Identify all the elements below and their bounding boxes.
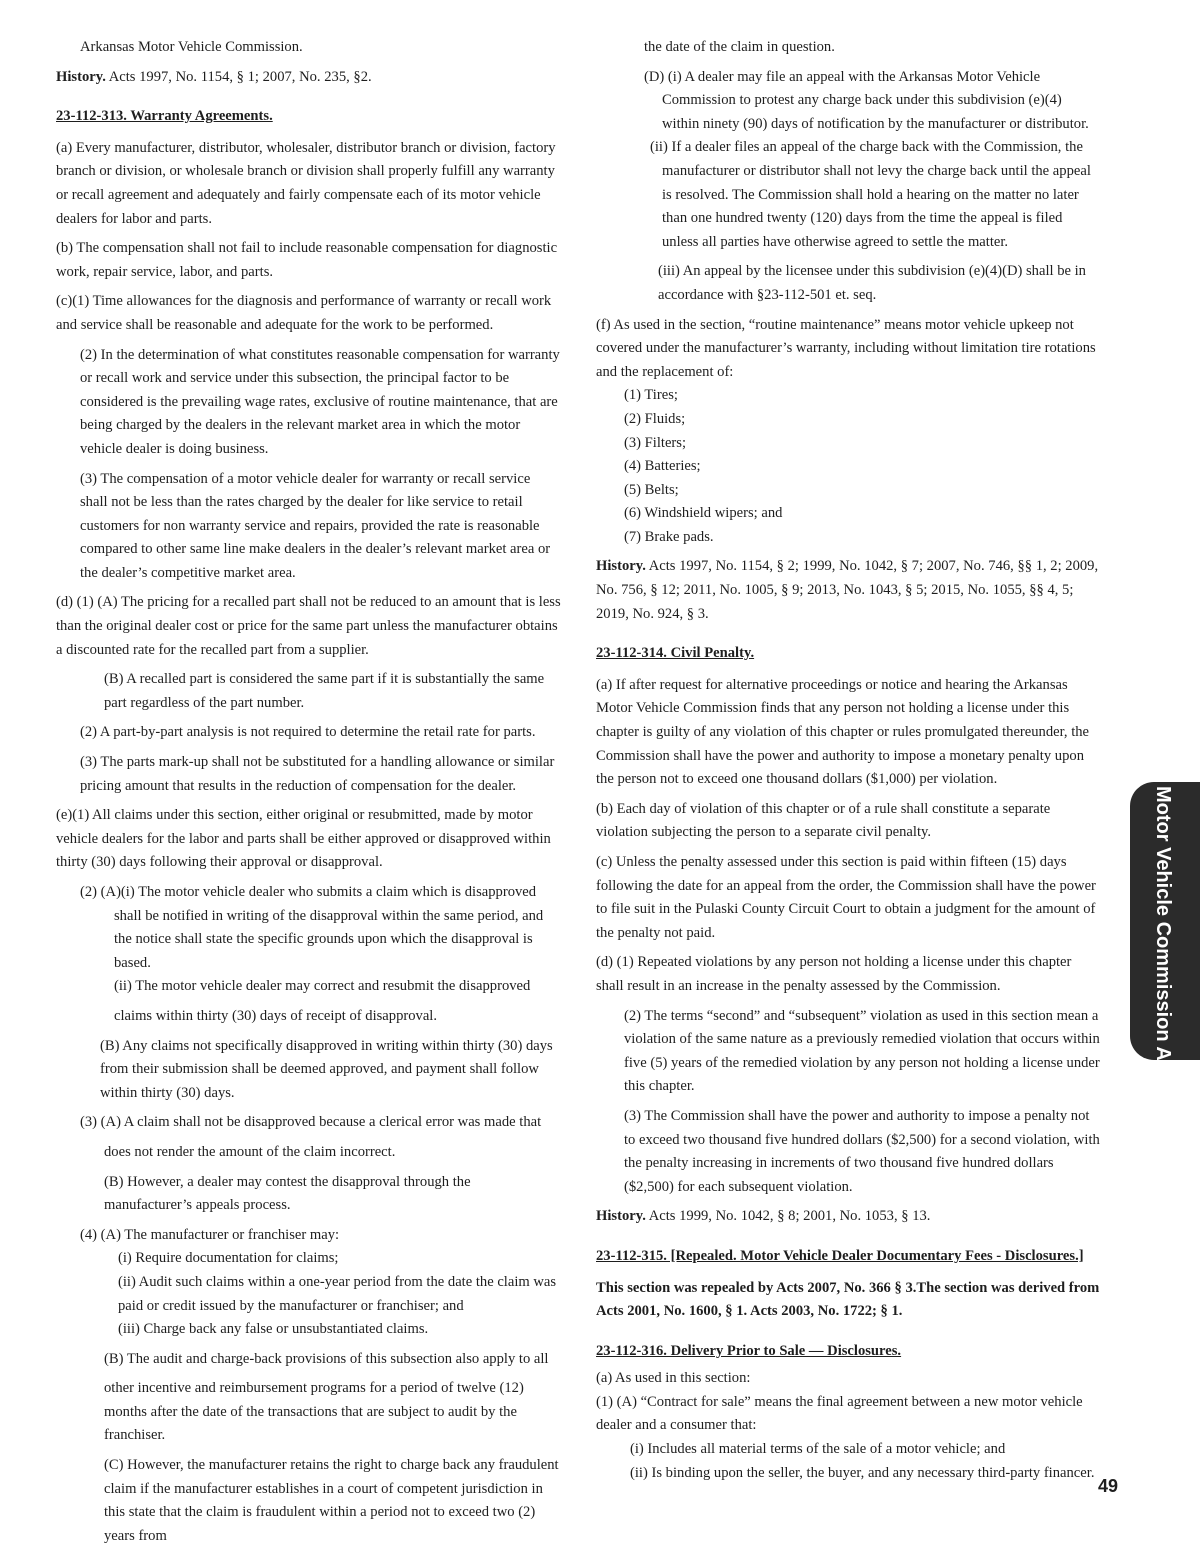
paragraph-313-e4d-ii: (ii) If a dealer files an appeal of the charge back with the Commission, the manufacturer or distributor shall not levy the charge back until the appeal is resolved. The Commission shall hold a hearing on the matter no later than one hundred twenty (120) days from the time the appeal is filed unless all parties have otherwise agreed to settle the matter. <box>650 139 1091 250</box>
list-item: (5) Belts; <box>624 481 679 498</box>
routine-maintenance-list <box>596 384 1101 549</box>
list-item: (4) Batteries; <box>624 458 701 475</box>
paragraph-314-d2: (2) The terms “second” and “subsequent” violation as used in this section mean a violation of the same nature as a previously remedied violation that occurs within five (5) years of the remedied violation by any person not holding a license under this chapter. <box>624 1007 1100 1095</box>
paragraph-313-c1: (c)(1) Time allowances for the diagnosis and performance of warranty or recall work and service shall be reasonable and adequate for the work to be performed. <box>56 293 552 333</box>
history-label: History. <box>596 1208 646 1225</box>
paragraph-314-d3: (3) The Commission shall have the power and authority to impose a penalty not to exceed two thousand five hundred dollars ($2,500) for a second violation, with the penalty increasing in increments of two thousand five hundred dollars ($2,500) for each subsequent violation. <box>624 1107 1100 1195</box>
paragraph-315-text: This section was repealed by Acts 2007, No. 366 § 3.The section was derived from Acts 2001, No. 1600, § 1. Acts 2003, No. 1722; § 1. <box>596 1279 1100 1320</box>
paragraph-313-e4aiii: (iii) Charge back any false or unsubstantiated claims. <box>118 1321 429 1338</box>
list-item: (3) Filters; <box>624 434 687 451</box>
paragraph-313-a: (a) Every manufacturer, distributor, wholesaler, distributor branch or division, factory branch or division, or wholesale branch or division shall properly fulfill any warranty or recall agreement and adequately and fairly compensate each of its motor vehicle dealers for labor and parts. <box>56 139 556 227</box>
paragraph-313-e4a: (4) (A) The manufacturer or franchiser may: <box>80 1226 340 1243</box>
history-text: Acts 1997, No. 1154, § 2; 1999, No. 1042, § 7; 2007, No. 746, §§ 1, 2; 2009, No. 756, § 12; 2011, No. 1005, § 9; 2013, No. 1043, § 5; 2015, No. 1055, §§ 4, 5; 2019, No. 924, § 3. <box>596 558 1099 622</box>
paragraph-316-a1a: (1) (A) “Contract for sale” means the final agreement between a new motor vehicle dealer and a consumer that: <box>596 1393 1083 1434</box>
history-text: Acts 1997, No. 1154, § 1; 2007, No. 235, §2. <box>105 68 372 85</box>
paragraph-313-d1b: (B) A recalled part is considered the same part if it is substantially the same part regardless of the part number. <box>104 671 545 711</box>
paragraph-313-e3b: (B) However, a dealer may contest the disapproval through the manufacturer’s appeals process. <box>104 1173 471 1214</box>
side-tab-label: Motor Vehicle Commission Act <box>1152 786 1174 1079</box>
history-label: History. <box>596 558 646 575</box>
history-note <box>56 66 561 90</box>
history-text: Acts 1999, No. 1042, § 8; 2001, No. 1053, § 13. <box>645 1208 931 1225</box>
paragraph-313-c3: (3) The compensation of a motor vehicle dealer for warranty or recall service shall not be less than the rates charged by the dealer for like service to retail customers for non warranty service and repairs, provided the rate is reasonable compared to other same line make dealers in the dealer’s relevant market area or the dealer’s competitive market area. <box>80 470 551 581</box>
list-item: (1) Tires; <box>624 387 678 404</box>
paragraph-314-a: (a) If after request for alternative proceedings or notice and hearing the Arkansas Motor Vehicle Commission finds that any person not holding a license under this chapter is guilty of any violation of this chapter or rules promulgated thereunder, the Commission shall have the power and authority to impose a monetary penalty upon the person not to exceed one thousand dollars ($1,000) per violation. <box>596 676 1090 788</box>
intro-text: Arkansas Motor Vehicle Commission. <box>80 39 303 55</box>
paragraph-313-e4ai: (i) Require documentation for claims; <box>118 1250 339 1267</box>
paragraph-314-b: (b) Each day of violation of this chapter or of a rule shall constitute a separate violation subjecting the person to a separate civil penalty. <box>596 800 1051 841</box>
paragraph-313-e2aii: (ii) The motor vehicle dealer may correct and resubmit the disapproved <box>114 978 531 995</box>
paragraph-313-d1a: (d) (1) (A) The pricing for a recalled part shall not be reduced to an amount that is less than the original dealer cost or price for the same part unless the manufacturer obtains a discounted rate for the recalled part from a supplier. <box>56 594 561 658</box>
paragraph-313-e4b-cont: other incentive and reimbursement programs for a period of twelve (12) months after the date of the transactions that are subject to audit by the franchiser. <box>104 1380 524 1444</box>
paragraph-313-e4d-iii: (iii) An appeal by the licensee under this subdivision (e)(4)(D) shall be in accordance with §23-112-501 et. seq. <box>658 263 1086 303</box>
paragraph-316-a1aii: (ii) Is binding upon the seller, the buyer, and any necessary third-party financer. <box>630 1464 1095 1481</box>
list-item: (6) Windshield wipers; and <box>624 505 783 522</box>
page-number: 49 <box>1098 1476 1119 1496</box>
paragraph-313-e4b: (B) The audit and charge-back provisions of this subsection also apply to all <box>104 1350 549 1367</box>
paragraph-313-e2ai: (2) (A)(i) The motor vehicle dealer who submits a claim which is disapproved shall be notified in writing of the disapproval within the same period, and the notice shall state the specific grounds upon which the disapproval is based. <box>80 884 544 971</box>
section-heading-314: 23-112-314. Civil Penalty. <box>596 645 755 662</box>
paragraph-316-a: (a) As used in this section: <box>596 1370 751 1387</box>
paragraph-313-e2aii-cont: claims within thirty (30) days of receipt of disapproval. <box>114 1007 438 1024</box>
paragraph-313-e3a: (3) (A) A claim shall not be disapproved because a clerical error was made that <box>80 1114 542 1131</box>
paragraph-314-c: (c) Unless the penalty assessed under this section is paid within fifteen (15) days following the date for an appeal from the order, the Commission shall have the power to file suit in the Pulaski County Circuit Court to obtain a judgment for the amount of the penalty not paid. <box>596 854 1096 941</box>
paragraph-313-e4aii: (ii) Audit such claims within a one-year period from the date the claim was paid or credit issued by the manufacturer or franchiser; and <box>118 1273 557 1314</box>
paragraph-313-d2: (2) A part-by-part analysis is not required to determine the retail rate for parts. <box>80 724 536 741</box>
paragraph-313-d3: (3) The parts mark-up shall not be substituted for a handling allowance or similar pricing amount that results in the reduction of compensation for the dealer. <box>80 754 555 794</box>
paragraph-313-f: (f) As used in the section, “routine maintenance” means motor vehicle upkeep not covered under the manufacturer’s warranty, including without limitation tire rotations and the replacement of: <box>596 316 1096 380</box>
history-label: History. <box>56 68 106 85</box>
paragraph-316-a1ai: (i) Includes all material terms of the sale of a motor vehicle; and <box>630 1441 1006 1458</box>
paragraph-313-c2: (2) In the determination of what constitutes reasonable compensation for warranty or recall work and service under this subsection, the principal factor to be considered is the prevailing wage rates, exclusive of routine maintenance, that are being charged by the dealers in the relevant market area in which the motor vehicle dealer is doing business. <box>80 346 560 457</box>
right-column <box>596 36 1101 1485</box>
history-note-313 <box>596 555 1101 626</box>
list-item: (2) Fluids; <box>624 410 686 427</box>
paragraph-314-d1: (d) (1) Repeated violations by any person not holding a license under this chapter shall result in an increase in the penalty assessed by the Commission. <box>596 954 1072 994</box>
paragraph-313-e4d-i: (D) (i) A dealer may file an appeal with the Arkansas Motor Vehicle Commission to protest any charge back under this subdivision (e)(4) within ninety (90) days of notification by the manufacturer or distributor. <box>644 68 1089 132</box>
left-column <box>56 36 561 1554</box>
paragraph-313-e2b: (B) Any claims not specifically disapproved in writing within thirty (30) days from their submission shall be deemed approved, and payment shall follow within thirty (30) days. <box>100 1037 553 1101</box>
section-heading-316: 23-112-316. Delivery Prior to Sale — Disclosures. <box>596 1342 902 1359</box>
section-heading-313: 23-112-313. Warranty Agreements. <box>56 108 273 125</box>
history-note-314 <box>596 1205 1101 1229</box>
paragraph-313-e1: (e)(1) All claims under this section, either original or resubmitted, made by motor vehicle dealers for the labor and parts shall be either approved or disapproved within thirty (30) days following their approval or disapproval. <box>56 807 551 871</box>
paragraph-313-e3a-cont: does not render the amount of the claim incorrect. <box>104 1143 396 1160</box>
list-item: (7) Brake pads. <box>624 528 714 545</box>
paragraph-313-continued: the date of the claim in question. <box>644 39 835 55</box>
section-heading-315: 23-112-315. [Repealed. Motor Vehicle Dealer Documentary Fees - Disclosures.] <box>596 1247 1084 1264</box>
paragraph-313-e4c: (C) However, the manufacturer retains the right to charge back any fraudulent claim if the manufacturer establishes in a court of competent jurisdiction in this state that the claim is fraudulent within a period not to exceed two (2) years from <box>104 1457 559 1544</box>
paragraph-313-b: (b) The compensation shall not fail to include reasonable compensation for diagnostic work, repair service, labor, and parts. <box>56 240 558 280</box>
